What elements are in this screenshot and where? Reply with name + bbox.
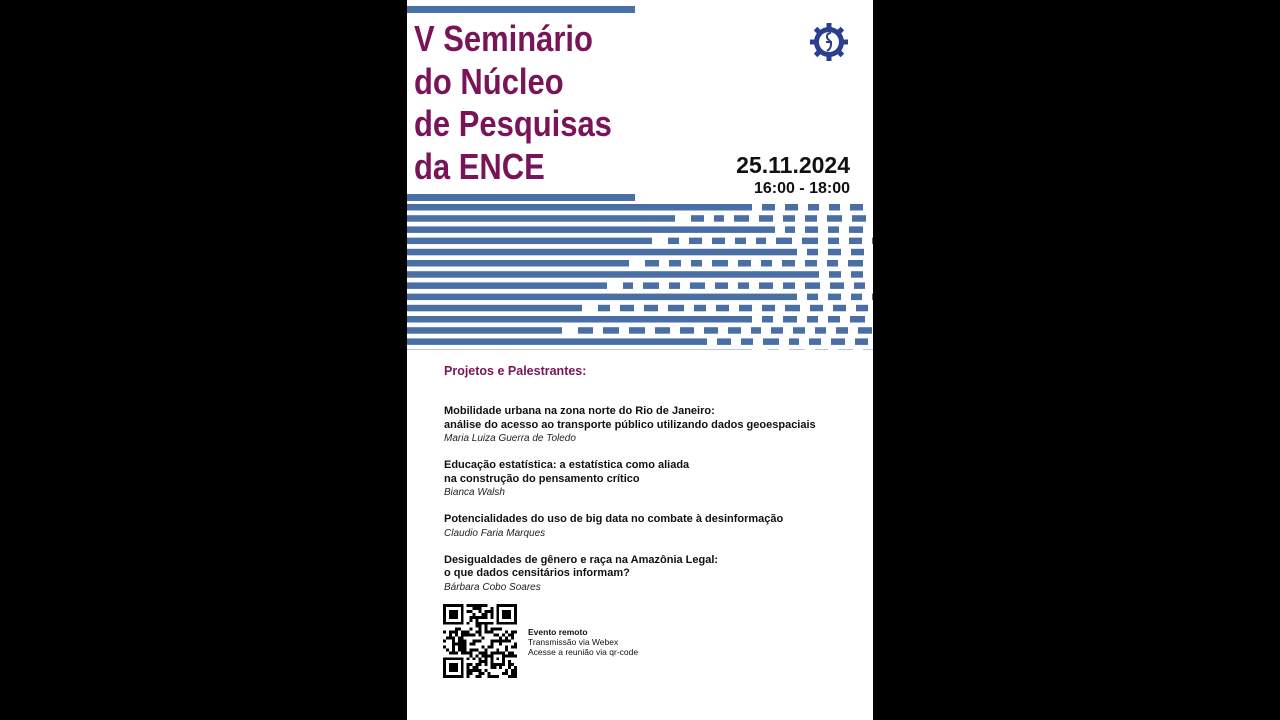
projects-heading: Projetos e Palestrantes:	[444, 364, 587, 378]
project-item	[444, 554, 844, 594]
stripe-dash	[691, 215, 704, 222]
stripe-dash	[805, 282, 820, 289]
stripe-dash	[629, 327, 645, 334]
stripe-dash	[785, 305, 800, 312]
stripe-dash	[645, 260, 659, 267]
seminar-poster	[407, 0, 873, 720]
stripe-dash	[828, 249, 841, 256]
stripe-dash	[704, 327, 718, 334]
striped-bars-graphic	[407, 204, 873, 350]
stripe-dash	[828, 316, 840, 323]
event-date: 25.11.2024	[736, 152, 850, 178]
stripe-dash	[782, 260, 795, 267]
stripe-dash	[712, 260, 728, 267]
stripe-dash	[872, 238, 873, 245]
stripe-dash	[680, 327, 694, 334]
stripe-dash	[763, 338, 779, 345]
title-line-4: da ENCE	[414, 145, 545, 187]
event-heading: Evento remoto	[528, 627, 588, 637]
stripe-dash	[815, 327, 826, 334]
stripe-dash	[668, 305, 684, 312]
title-line-3: de Pesquisas	[414, 103, 612, 144]
stripe-dash	[783, 282, 795, 289]
stripe-dash	[852, 215, 866, 222]
project-item	[444, 459, 844, 499]
stripe-dash	[717, 338, 731, 345]
stripe-dash	[762, 204, 775, 211]
stripe-dash	[849, 226, 863, 233]
stripe-dash	[776, 238, 792, 245]
stripe-dash	[827, 215, 842, 222]
stripe-dash	[850, 204, 863, 211]
stripe-dash	[689, 238, 702, 245]
stripe-dash	[828, 238, 839, 245]
stripe-dash	[851, 249, 864, 256]
stripe-dash	[771, 327, 783, 334]
stripe-dash	[762, 305, 775, 312]
stripe-dash	[793, 327, 805, 334]
stripe-dash	[848, 260, 863, 267]
stripe-bar	[407, 260, 629, 267]
ence-gear-logo-icon	[809, 22, 849, 62]
stripe-dash	[789, 338, 799, 345]
stripe-dash	[851, 271, 863, 278]
title-line-2: do Núcleo	[414, 60, 564, 102]
stripe-dash	[623, 282, 633, 289]
top-rule	[407, 6, 635, 13]
stripe-dash	[854, 282, 865, 289]
stripe-bar	[407, 271, 819, 278]
stripe-dash	[808, 204, 819, 211]
stripe-dash	[759, 282, 773, 289]
stripe-dash	[751, 327, 761, 334]
stripe-dash	[738, 260, 751, 267]
project-speaker: Bianca Walsh	[444, 487, 505, 498]
event-time: 16:00 - 18:00	[753, 180, 850, 197]
stripe-dash	[756, 238, 766, 245]
qr-code-icon[interactable]	[443, 604, 517, 678]
project-title: Desigualdades de gênero e raça na Amazônia Legal: o que dados censitários informam?	[444, 553, 719, 579]
project-title: Potencialidades do uso de big data no combate à desinformação	[444, 513, 784, 525]
project-speaker: Bárbara Cobo Soares	[444, 581, 541, 593]
stripe-dash	[669, 260, 681, 267]
stripe-dash	[734, 215, 749, 222]
stripe-dash	[810, 305, 823, 312]
project-title: Educação estatística: a estatística como aliada na construção do pensamento crítico	[444, 459, 690, 485]
stripe-dash	[715, 282, 728, 289]
project-title: Mobilidade urbana na zona norte do Rio de Janeiro: análise do acesso ao transporte público utilizando dados geoespaciais	[444, 405, 816, 431]
stripe-dash	[783, 215, 795, 222]
stripe-bar	[407, 204, 752, 211]
stripe-dash	[739, 305, 752, 312]
stripe-dash	[759, 215, 773, 222]
event-datetime	[736, 151, 850, 199]
stripe-dash	[694, 305, 706, 312]
stripe-dash	[829, 271, 841, 278]
stripe-dash	[644, 305, 658, 312]
project-item	[444, 513, 844, 540]
stripe-dash	[714, 215, 724, 222]
stripe-dash	[827, 260, 838, 267]
stripe-dash	[836, 327, 848, 334]
stripe-dash	[728, 327, 741, 334]
stripe-dash	[785, 204, 798, 211]
stripe-dash	[849, 238, 862, 245]
stripe-dash	[809, 338, 821, 345]
stripe-bar	[407, 215, 675, 222]
stripe-dash	[603, 327, 619, 334]
stripe-dash	[668, 238, 679, 245]
stripe-dash	[802, 238, 818, 245]
stripe-bar	[407, 316, 752, 323]
stripe-bar	[407, 294, 797, 301]
stripe-dash	[712, 238, 725, 245]
stripe-dash	[643, 282, 659, 289]
stripe-dash	[655, 327, 670, 334]
stripe-dash	[691, 260, 702, 267]
stripe-dash	[828, 294, 841, 301]
stripe-dash	[872, 294, 873, 301]
stripe-dash	[578, 327, 593, 334]
project-speaker: Maria Luiza Guerra de Toledo	[444, 433, 576, 444]
event-line-webex: Transmissão via Webex	[528, 637, 619, 647]
poster-title	[414, 18, 612, 188]
stripe-dash	[805, 226, 818, 233]
stripe-dash	[856, 305, 868, 312]
stripe-dash	[828, 226, 839, 233]
stripe-dash	[830, 282, 844, 289]
stripe-dash	[735, 238, 746, 245]
event-line-qr: Acesse a reunião via qr-code	[528, 647, 639, 657]
project-item	[444, 405, 844, 445]
stripe-bar	[407, 305, 582, 312]
event-info	[528, 627, 638, 657]
stripe-bar	[407, 338, 707, 345]
stripe-dash	[716, 305, 729, 312]
stripe-dash	[851, 294, 862, 301]
projects-section	[444, 364, 844, 608]
stripe-bar	[407, 226, 775, 233]
stripe-dash	[807, 316, 818, 323]
stripe-dash	[690, 282, 705, 289]
title-line-1: V Seminário	[414, 18, 593, 59]
stripe-dash	[850, 316, 865, 323]
stripe-dash	[738, 282, 749, 289]
stripe-dash	[620, 305, 634, 312]
stripe-dash	[598, 305, 610, 312]
stripe-dash	[829, 204, 840, 211]
stripe-dash	[762, 316, 773, 323]
stripe-dash	[741, 338, 753, 345]
stripe-bar	[407, 327, 562, 334]
stripe-dash	[833, 305, 846, 312]
stripe-dash	[783, 316, 797, 323]
stripe-dash	[855, 338, 868, 345]
stripe-dash	[805, 260, 817, 267]
stripe-dash	[669, 282, 680, 289]
stripe-dash	[805, 215, 817, 222]
stripe-dash	[761, 260, 772, 267]
stripe-dash	[807, 294, 818, 301]
stripe-dash	[858, 327, 872, 334]
stripe-dash	[807, 249, 818, 256]
project-speaker: Claudio Faria Marques	[444, 527, 546, 539]
stripe-bar	[407, 238, 652, 245]
stripe-dash	[785, 226, 795, 233]
stripe-bar	[407, 282, 607, 289]
stripe-bar	[407, 249, 797, 256]
title-bottom-rule	[407, 194, 635, 201]
stripe-dash	[831, 338, 845, 345]
